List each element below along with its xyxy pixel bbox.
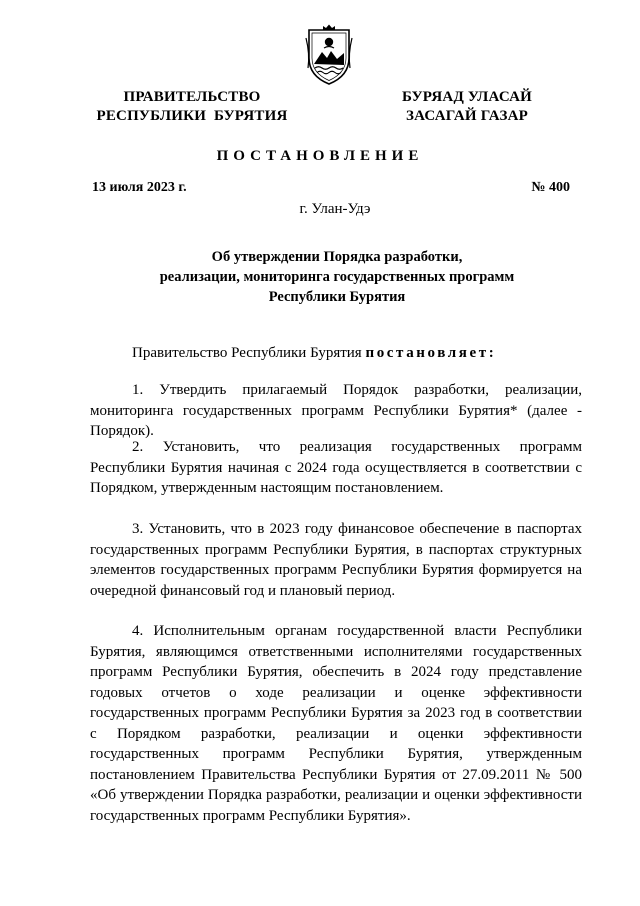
paragraph-text: 2. Установить, что реализация государственных программ Республики Бурятия начиная с 2024 года осуществляется в соответствии с Порядком, утвержденным настоящим постановлением. — [90, 439, 582, 496]
paragraph-text: 1. Утвердить прилагаемый Порядок разработки, реализации, мониторинга государственных программ Республики Бурятия* (далее - Порядок). — [90, 382, 582, 439]
header-right-buryat — [382, 88, 552, 126]
document-title — [92, 247, 582, 307]
paragraph-3 — [90, 519, 582, 601]
coat-of-arms-icon — [304, 24, 354, 86]
intro-verb: постановляет: — [365, 345, 497, 361]
document-city: г. Улан-Удэ — [299, 201, 371, 217]
header-right-line: БУРЯАД УЛАСАЙ — [401, 89, 533, 105]
paragraph-text: 3. Установить, что в 2023 году финансовое обеспечение в паспортах государственных программ Республики Бурятия, в паспортах структурных элементов государственных программ Республики Бурятия формируется на очередной финансовый год и плановый период. — [90, 521, 582, 599]
document-type-heading: ПОСТАНОВЛЕНИЕ — [216, 148, 424, 164]
paragraph-1 — [90, 380, 582, 442]
paragraph-text: 4. Исполнительным органам государственной власти Республики Бурятия, являющимся ответственными исполнителями государственных программ Республики Бурятия, обеспечить в 2024 году представление годовых отчетов о ходе реализации и оценке эффективности государственных программ Республики Бурятия за 2023 год в соответствии с Порядком разработки, реализации и оценки эффективности государственных программ Республики Бурятия, утвержденным постановлением Правительства Республики Бурятия от 27.09.2011 № 500 «Об утверждении Порядка разработки, реализации и оценки эффективности государственных программ Республики Бурятия». — [90, 623, 582, 824]
header-left-line: ПРАВИТЕЛЬСТВО — [123, 89, 261, 105]
header-right-line: ЗАСАГАЙ ГАЗАР — [406, 108, 528, 124]
title-line: Республики Бурятия — [268, 289, 406, 305]
title-line: Об утверждении Порядка разработки, — [211, 249, 463, 265]
header-left-russian — [92, 88, 292, 126]
document-number: № 400 — [531, 180, 570, 195]
paragraph-4 — [90, 621, 582, 826]
header-left-line: РЕСПУБЛИКИ БУРЯТИЯ — [96, 108, 288, 124]
intro-subject: Правительство Республики Бурятия — [132, 345, 366, 361]
intro-paragraph — [90, 343, 582, 364]
paragraph-2 — [90, 437, 582, 499]
title-line: реализации, мониторинга государственных программ — [159, 269, 515, 285]
document-date: 13 июля 2023 г. — [92, 180, 187, 195]
